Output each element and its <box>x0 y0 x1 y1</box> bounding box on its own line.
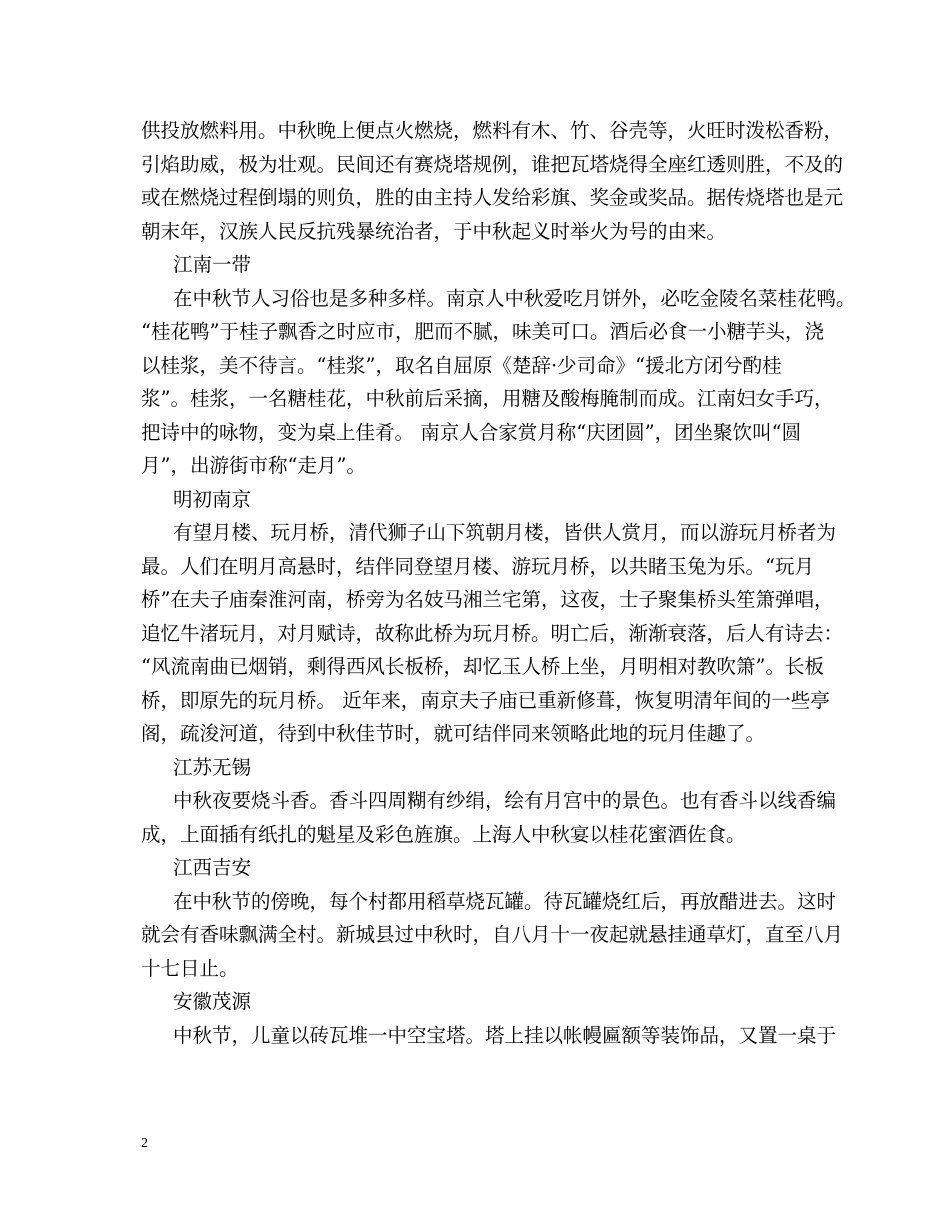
text-line: 桥，即原先的玩月桥。 近年来，南京夫子庙已重新修葺，恢复明清年间的一些亭 <box>141 688 830 712</box>
text-line: “风流南曲已烟销，剩得西风长板桥，却忆玉人桥上坐，月明相对教吹箫”。长板 <box>141 655 824 678</box>
paragraph-start-line: 江苏无锡 <box>173 755 252 779</box>
text-line: 把诗中的咏物，变为桌上佳肴。 南京人合家赏月称“庆团圆”，团坐聚饮叫“圆 <box>141 420 802 444</box>
text-line: “桂花鸭”于桂子飘香之时应市，肥而不腻，味美可口。酒后必食一小糖芋头，浇 <box>141 320 824 343</box>
paragraph-start-line: 中秋夜要烧斗香。香斗四周糊有纱绢，绘有月宫中的景色。也有香斗以线香编 <box>173 789 837 812</box>
text-line: 十七日止。 <box>141 956 239 980</box>
text-line: 最。人们在明月高悬时，结伴同登望月楼、游玩月桥，以共睹玉兔为乐。“玩月 <box>141 554 814 578</box>
text-line: 追忆牛渚玩月，对月赋诗，故称此桥为玩月桥。明亡后，渐渐衰落，后人有诗去： <box>141 621 844 645</box>
text-line: 成，上面插有纸扎的魁星及彩色旌旗。上海人中秋宴以桂花蜜酒佐食。 <box>141 822 746 846</box>
document-body <box>141 114 856 1052</box>
text-line: 供投放燃料用。中秋晚上便点火燃烧，燃料有木、竹、谷壳等，火旺时泼松香粉， <box>141 119 844 142</box>
paragraph-start-line: 江西吉安 <box>173 856 252 879</box>
text-line: 月”，出游街市称“走月”。 <box>141 454 366 477</box>
paragraph-start-line: 有望月楼、玩月桥，清代狮子山下筑朝月楼，皆供人赏月，而以游玩月桥者为 <box>173 521 837 544</box>
text-line: 桥”在夫子庙秦淮河南，桥旁为名妓马湘兰宅第，这夜，士子聚集桥头笙箫弹唱， <box>141 588 834 611</box>
text-line: 以桂浆，美不待言。“桂浆”，取名自屈原《楚辞·少司命》“援北方闭兮酌桂 <box>141 353 782 377</box>
text-line: 阁，疏浚河道，待到中秋佳节时，就可结伴同来领略此地的玩月佳趣了。 <box>141 722 766 745</box>
paragraph-start-line: 在中秋节人习俗也是多种多样。南京人中秋爱吃月饼外，必吃金陵名菜桂花鸭。 <box>173 286 856 310</box>
text-line: 或在燃烧过程倒塌的则负，胜的由主持人发给彩旗、奖金或奖品。据传烧塔也是元 <box>141 186 844 209</box>
text-line: 就会有香味飘满全村。新城县过中秋时，自八月十一夜起就悬挂通草灯，直至八月 <box>141 923 844 946</box>
text-line: 浆”。桂浆，一名糖桂花，中秋前后采摘，用糖及酸梅腌制而成。江南妇女手巧， <box>141 387 834 410</box>
page-number: 2 <box>141 1136 148 1151</box>
paragraph-start-line: 江南一带 <box>173 253 252 276</box>
paragraph-start-line: 安徽茂源 <box>173 990 252 1013</box>
paragraph-start-line: 在中秋节的傍晚，每个村都用稻草烧瓦罐。待瓦罐烧红后，再放醋进去。这时 <box>173 889 837 913</box>
paragraph-start-line: 明初南京 <box>173 487 252 511</box>
paragraph-start-line: 中秋节，儿童以砖瓦堆一中空宝塔。塔上挂以帐幔匾额等装饰品，又置一桌于 <box>173 1023 837 1047</box>
text-line: 引焰助威，极为壮观。民间还有赛烧塔规例，谁把瓦塔烧得全座红透则胜，不及的 <box>141 152 844 176</box>
text-line: 朝末年，汉族人民反抗残暴统治者，于中秋起义时举火为号的由来。 <box>141 219 727 243</box>
